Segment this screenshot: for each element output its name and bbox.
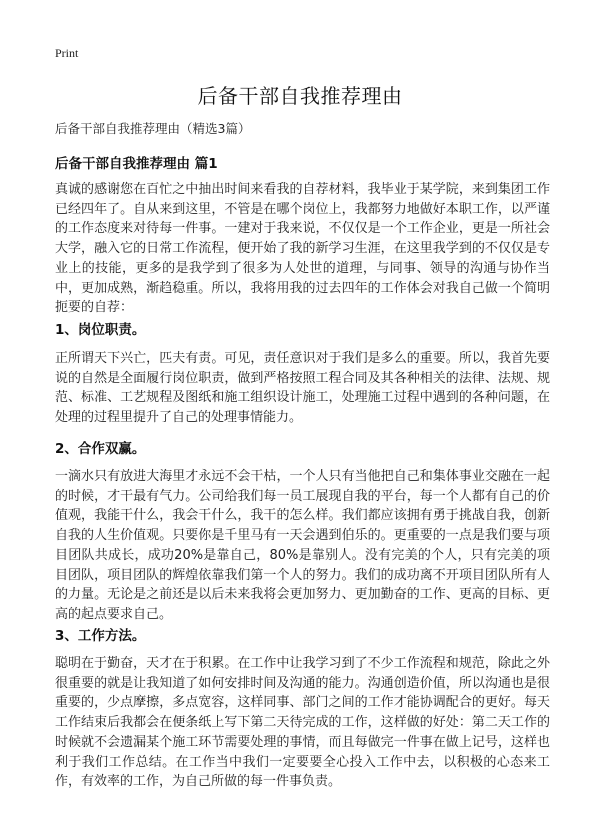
section-body-cooperation: 一滴水只有放进大海里才永远不会干枯，一个人只有当他把自己和集体事业交融在一起的时候，才干最有气力。公司给我们每一员工展现自我的平台，每一个人都有自己的价值观，我能干什么，我会干什么，我干的怎么样。我们都应该拥有勇于挑战自我，创新自我的人生价值观。只要你是千里马有一天会遇到伯乐的。更重要的一点是我们要与项目团队共成长，成功20%是靠自己，80%是靠别人。没有完美的个人，只有完美的项目团队，项目团队的辉煌依靠我们第一个人的努力。我们的成功离不开项目团队所有人的力量。无论是之前还是以后未来我将会更加努力、更加勤奋的工作、更高的目标、更高的起点要求自己。 <box>55 469 550 622</box>
section-body-method: 聪明在于勤奋，天才在于积累。在工作中让我学习到了不少工作流程和规范，除此之外很重要的就是让我知道了如何安排时间及沟通的能力。沟通创造价值，所以沟通也是很重要的，少点摩擦，多点宽容，这样同事、部门之间的工作才能协调配合的更好。每天工作结束后我都会在便条纸上写下第二天待完成的工作，这样做的好处：第二天工作的时候就不会遗漏某个施工环节需要处理的事情，而且每做完一件事在做上记号，这样也利于我们工作总结。在工作当中我们一定要要全心投入工作中去，以积极的心态来工作，有效率的工作，为自己所做的每一件事负责。 <box>55 656 550 790</box>
section-title-method: 3、工作方法。 <box>55 628 146 644</box>
section-title-responsibility: 1、岗位职责。 <box>55 322 146 338</box>
article-heading: 后备干部自我推荐理由 篇1 <box>55 156 218 172</box>
intro-paragraph: 真诚的感谢您在百忙之中抽出时间来看我的自荐材料，我毕业于某学院，来到集团工作已经四年了。自从来到这里，不管是在哪个岗位上，我都努力地做好本职工作，以严谨的工作态度来对待每一件事。一建对于我来说，不仅仅是一个工作企业，更是一所社会大学，融入它的日常工作流程，便开始了我的新学习生涯，在这里我学到的不仅仅是专业上的技能，更多的是我学到了很多为人处世的道理，与同事、领导的沟通与协作当中，更加成熟，渐趋稳重。所以，我将用我的过去四年的工作体会对我自己做一个简明扼要的自荐： <box>55 182 550 316</box>
section-body-responsibility: 正所谓天下兴亡，匹夫有责。可见，责任意识对于我们是多么的重要。所以，我首先要说的自然是全面履行岗位职责，做到严格按照工程合同及其各种相关的法律、法规、规范、标准、工艺规程及图纸和施工组织设计施工，处理施工过程中遇到的各种问题，在处理的过程里提升了自己的处理事情能力。 <box>55 351 550 426</box>
document-title: 后备干部自我推荐理由 <box>197 84 403 108</box>
document-subtitle: 后备干部自我推荐理由（精选3篇） <box>55 121 251 136</box>
section-title-cooperation: 2、合作双赢。 <box>55 441 146 457</box>
print-link[interactable]: Print <box>55 46 79 60</box>
